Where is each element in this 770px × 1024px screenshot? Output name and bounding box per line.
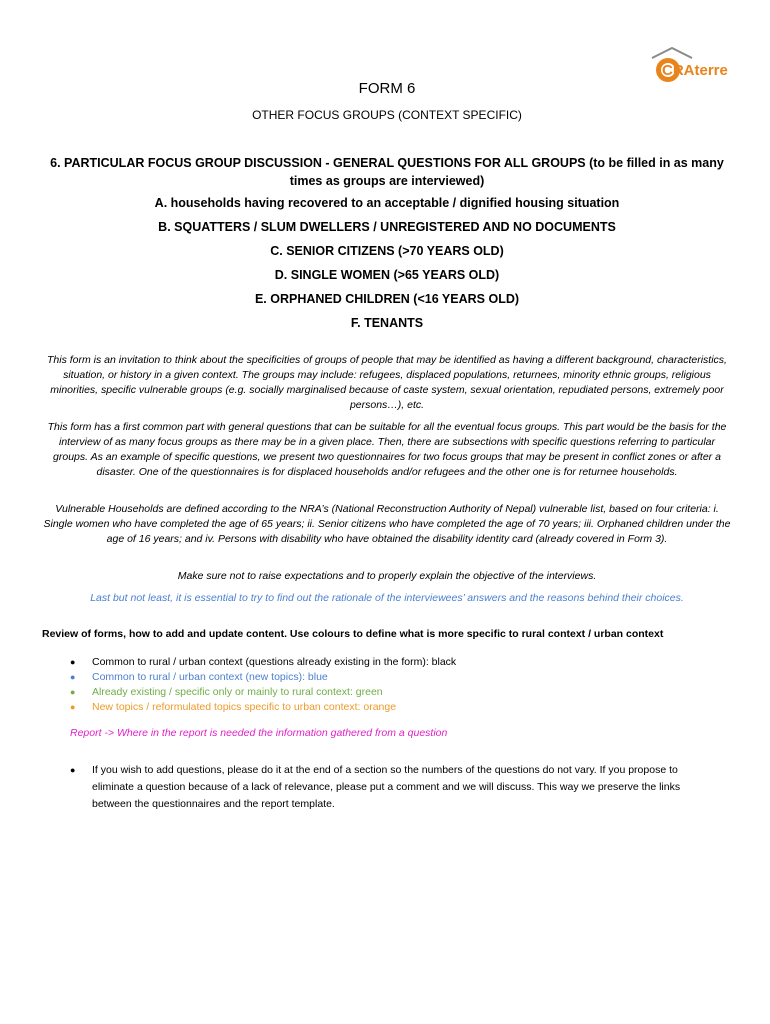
group-c: C. SENIOR CITIZENS (>70 YEARS OLD) xyxy=(270,244,504,258)
legend-item-blue xyxy=(70,670,456,685)
form-title: FORM 6 xyxy=(358,80,416,97)
group-b: B. SQUATTERS / SLUM DWELLERS / UNREGISTERED AND NO DOCUMENTS xyxy=(158,220,616,234)
rationale-paragraph: Last but not least, it is essential to try to find out the rationale of the interviewees’ answers and the reasons behind their choices. xyxy=(90,592,684,604)
structure-paragraph: This form has a first common part with general questions that can be suitable for all the eventual focus groups. This part would be the basis for the interview of as many focus groups as there may be in a given place. Then, there are subsections with specific questions referring to particular groups. As an example of specific questions, we present two questionnaires for two focus groups that may be present in conflict zones or after a disaster. One of the questionnaires is for displaced households and/or refugees and the other one is for returnee households. xyxy=(47,421,727,478)
intro-paragraph: This form is an invitation to think about the specificities of groups of people that may be identified as having a different background, characteristics, situation, or history in a given context. The groups may include: refugees, displaced populations, returnees, minority ethnic groups, religious minorities, specific vulnerable groups (e.g. socially marginalised because of caste system, sexual orientation, repudiated persons, extremely poor persons…), etc. xyxy=(47,354,727,411)
bullet-icon: ● xyxy=(70,702,76,712)
svg-text:CRAterre: CRAterre xyxy=(662,62,728,79)
expectations-paragraph: Make sure not to raise expectations and to properly explain the objective of the interviews. xyxy=(177,570,597,582)
group-e: E. ORPHANED CHILDREN (<16 YEARS OLD) xyxy=(254,292,520,306)
legend-item-orange xyxy=(70,700,456,715)
bullet-icon: ● xyxy=(70,765,76,775)
colour-legend xyxy=(70,655,456,715)
group-f: F. TENANTS xyxy=(350,316,424,330)
bullet-icon: ● xyxy=(70,672,76,682)
vulnerable-paragraph: Vulnerable Households are defined according to the NRA’s (National Reconstruction Authority of Nepal) vulnerable list, based on four criteria: i. Single women who have completed the age of 65 years; ii. Senior citizens who have completed the age of 70 years; iii. Orphaned children under the age of 16 years; and iv. Persons with disability who have obtained the disability identity card (already covered in Form 3). xyxy=(43,503,731,545)
legend-text: Common to rural / urban context (questions already existing in the form): black xyxy=(92,656,457,668)
bullet-icon: ● xyxy=(70,657,76,667)
main-question: 6. PARTICULAR FOCUS GROUP DISCUSSION - GENERAL QUESTIONS FOR ALL GROUPS (to be filled in as many times as groups are interviewed) xyxy=(50,156,724,188)
report-note: Report -> Where in the report is needed the information gathered from a question xyxy=(70,727,448,739)
group-d: D. SINGLE WOMEN (>65 YEARS OLD) xyxy=(274,268,500,282)
legend-item-black xyxy=(70,655,456,670)
bullet-icon: ● xyxy=(70,687,76,697)
review-heading: Review of forms, how to add and update content. Use colours to define what is more specific to rural context / urban context xyxy=(42,628,664,640)
form-subtitle: OTHER FOCUS GROUPS (CONTEXT SPECIFIC) xyxy=(252,108,522,122)
instruction-item xyxy=(70,762,710,813)
legend-text: New topics / reformulated topics specific to urban context: orange xyxy=(92,701,397,713)
legend-item-green xyxy=(70,685,456,700)
legend-text: Already existing / specific only or mainly to rural context: green xyxy=(92,686,383,698)
group-a: A. households having recovered to an acceptable / dignified housing situation xyxy=(154,196,620,210)
legend-text: Common to rural / urban context (new topics): blue xyxy=(92,671,328,683)
instruction-text: If you wish to add questions, please do it at the end of a section so the numbers of the questions do not vary. If you propose to eliminate a question because of a lack of relevance, please put a comment and we will discuss. This way we preserve the links between the questionnaires and the report template. xyxy=(92,764,681,810)
